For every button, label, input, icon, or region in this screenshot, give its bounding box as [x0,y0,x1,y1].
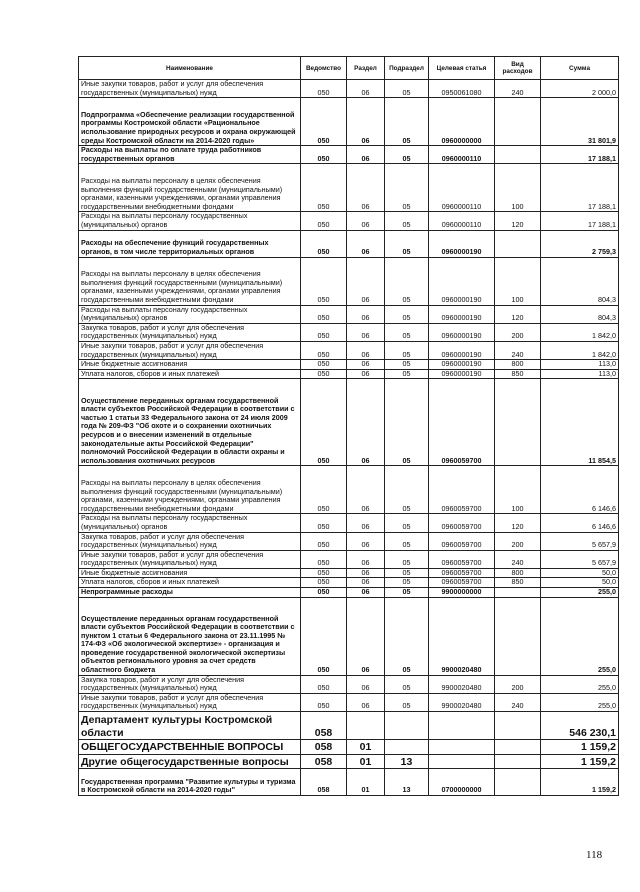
row-subsection: 05 [385,578,429,588]
row-department: 050 [301,369,347,379]
row-department: 050 [301,693,347,711]
row-name: Закупка товаров, работ и услуг для обеспечения государственных (муниципальных) нужд [79,323,301,341]
header-section: Раздел [347,57,385,80]
row-expense-type: 120 [495,212,541,230]
row-target-article: 0960059700 [429,532,495,550]
row-expense-type: 120 [495,514,541,532]
row-sum: 546 230,1 [541,712,619,740]
row-section: 06 [347,164,385,212]
row-department: 050 [301,597,347,675]
row-target-article: 9900020480 [429,693,495,711]
table-header-row [79,57,619,80]
table-row [79,693,619,711]
table-row [79,323,619,341]
row-target-article: 0960059700 [429,514,495,532]
row-name: Расходы на выплаты персоналу государственных (муниципальных) органов [79,514,301,532]
row-target-article: 0960000000 [429,98,495,146]
row-department: 050 [301,675,347,693]
row-expense-type: 100 [495,257,541,305]
row-name: Осуществление переданных органам государственной власти субъектов Российской Федерации в соответствии с частью 1 статьи 33 Федерального закона от 24 июля 2009 года № 209-ФЗ "Об охоте и о сохранении охотничьих ресурсов и о внесении изменений в отдельные законодательные акты Российской Федерации" полномочий Российской Федерации в области охраны и использования охотничьих ресурсов [79,379,301,466]
table-row [79,466,619,514]
row-department: 050 [301,514,347,532]
row-target-article: 0960059700 [429,466,495,514]
row-target-article: 9900020480 [429,675,495,693]
row-expense-type [495,754,541,769]
header-sum: Сумма [541,57,619,80]
row-expense-type: 800 [495,568,541,578]
row-expense-type: 100 [495,164,541,212]
table-row [79,769,619,796]
row-name: Департамент культуры Костромской области [79,712,301,740]
row-subsection: 05 [385,568,429,578]
row-sum: 255,0 [541,675,619,693]
row-department: 050 [301,466,347,514]
row-section: 06 [347,568,385,578]
row-expense-type: 850 [495,578,541,588]
row-target-article: 0960059700 [429,568,495,578]
table-row [79,98,619,146]
row-expense-type [495,740,541,755]
row-expense-type [495,588,541,598]
row-department: 050 [301,379,347,466]
row-subsection: 05 [385,675,429,693]
row-name: Иные закупки товаров, работ и услуг для обеспечения государственных (муниципальных) нужд [79,80,301,98]
table-row [79,712,619,740]
row-sum: 5 657,9 [541,550,619,568]
row-sum: 17 188,1 [541,212,619,230]
row-subsection: 05 [385,80,429,98]
row-department: 058 [301,740,347,755]
row-expense-type: 240 [495,80,541,98]
row-department: 050 [301,305,347,323]
row-name: Государственная программа "Развитие культуры и туризма в Костромской области на 2014-2020 годы" [79,769,301,796]
row-sum: 804,3 [541,305,619,323]
row-target-article: 0960000190 [429,305,495,323]
row-section: 06 [347,146,385,164]
row-section [347,712,385,740]
row-name: Иные закупки товаров, работ и услуг для обеспечения государственных (муниципальных) нужд [79,550,301,568]
row-department: 050 [301,230,347,257]
row-target-article: 0960000190 [429,369,495,379]
row-sum: 255,0 [541,693,619,711]
row-expense-type [495,146,541,164]
header-name: Наименование [79,57,301,80]
row-expense-type: 240 [495,341,541,359]
header-target-article: Целевая статья [429,57,495,80]
row-department: 050 [301,257,347,305]
row-expense-type [495,230,541,257]
row-sum: 255,0 [541,597,619,675]
row-name: Иные бюджетные ассигнования [79,360,301,370]
row-name: Расходы на выплаты персоналу в целях обеспечения выполнения функций государственными (муниципальными) органами, казенными учреждениями, органами управления государственными внебюджетными фондами [79,466,301,514]
row-department: 050 [301,588,347,598]
row-section: 06 [347,360,385,370]
table-row [79,257,619,305]
row-department: 050 [301,550,347,568]
page-number: 118 [586,849,603,861]
table-row [79,578,619,588]
row-section: 06 [347,341,385,359]
row-subsection: 05 [385,341,429,359]
row-subsection: 05 [385,588,429,598]
table-row [79,740,619,755]
row-department: 050 [301,98,347,146]
row-subsection: 05 [385,98,429,146]
row-section: 06 [347,305,385,323]
row-subsection: 05 [385,230,429,257]
row-section: 06 [347,550,385,568]
row-section: 06 [347,693,385,711]
row-sum: 1 159,2 [541,754,619,769]
table-row [79,514,619,532]
row-expense-type: 100 [495,466,541,514]
row-department: 050 [301,323,347,341]
row-target-article: 0960059700 [429,578,495,588]
row-name: Расходы на обеспечение функций государственных органов, в том числе территориальных органов [79,230,301,257]
row-target-article: 0950061080 [429,80,495,98]
row-section: 06 [347,675,385,693]
row-section: 06 [347,80,385,98]
row-name: Другие общегосударственные вопросы [79,754,301,769]
row-sum: 1 159,2 [541,740,619,755]
table-row [79,360,619,370]
row-sum: 1 159,2 [541,769,619,796]
row-target-article: 0960059700 [429,379,495,466]
row-name: ОБЩЕГОСУДАРСТВЕННЫЕ ВОПРОСЫ [79,740,301,755]
row-sum: 113,0 [541,360,619,370]
row-target-article [429,754,495,769]
table-row [79,597,619,675]
row-sum: 1 842,0 [541,341,619,359]
row-subsection: 05 [385,369,429,379]
table-row [79,754,619,769]
row-target-article: 0960000110 [429,164,495,212]
row-target-article [429,740,495,755]
header-subsection: Подраздел [385,57,429,80]
row-expense-type: 120 [495,305,541,323]
row-subsection: 05 [385,164,429,212]
budget-table [78,56,619,796]
table-row [79,369,619,379]
table-row [79,305,619,323]
row-name: Непрограммные расходы [79,588,301,598]
row-sum: 804,3 [541,257,619,305]
row-name: Иные закупки товаров, работ и услуг для обеспечения государственных (муниципальных) нужд [79,693,301,711]
row-expense-type [495,769,541,796]
row-section: 06 [347,212,385,230]
row-department: 050 [301,360,347,370]
table-row [79,212,619,230]
row-target-article: 0960000110 [429,212,495,230]
row-name: Расходы на выплаты персоналу государственных (муниципальных) органов [79,212,301,230]
row-target-article: 0960059700 [429,550,495,568]
row-name: Закупка товаров, работ и услуг для обеспечения государственных (муниципальных) нужд [79,532,301,550]
row-expense-type [495,597,541,675]
row-expense-type: 240 [495,693,541,711]
table-row [79,568,619,578]
row-expense-type: 200 [495,532,541,550]
row-name: Иные закупки товаров, работ и услуг для обеспечения государственных (муниципальных) нужд [79,341,301,359]
row-subsection: 05 [385,257,429,305]
row-subsection: 05 [385,550,429,568]
row-section: 06 [347,578,385,588]
row-department: 050 [301,212,347,230]
table-row [79,230,619,257]
header-expense-type: Вид расходов [495,57,541,80]
table-row [79,532,619,550]
row-sum: 1 842,0 [541,323,619,341]
row-subsection [385,740,429,755]
row-target-article: 0960000190 [429,230,495,257]
row-section: 06 [347,514,385,532]
row-name: Осуществление переданных органам государственной власти субъектов Российской Федерации в соответствии с пунктом 1 статьи 6 Федерального закона от 23.11.1995 № 174-ФЗ «Об экологической экспертизе» - организация и проведение государственной экологической экспертизы объектов регионального уровня за счет средств областного бюджета [79,597,301,675]
row-department: 050 [301,568,347,578]
row-expense-type: 240 [495,550,541,568]
row-department: 058 [301,769,347,796]
row-sum: 50,0 [541,578,619,588]
row-subsection: 13 [385,769,429,796]
row-target-article [429,712,495,740]
row-department: 050 [301,578,347,588]
row-expense-type: 200 [495,323,541,341]
table-row [79,588,619,598]
row-expense-type: 850 [495,369,541,379]
header-department: Ведомство [301,57,347,80]
table-row [79,80,619,98]
row-sum: 113,0 [541,369,619,379]
row-section: 06 [347,588,385,598]
row-section: 06 [347,597,385,675]
row-target-article: 0700000000 [429,769,495,796]
row-sum: 6 146,6 [541,514,619,532]
row-department: 050 [301,341,347,359]
row-department: 058 [301,754,347,769]
row-sum: 5 657,9 [541,532,619,550]
row-target-article: 0960000110 [429,146,495,164]
row-target-article: 0960000190 [429,257,495,305]
row-sum: 17 188,1 [541,146,619,164]
table-row [79,379,619,466]
row-name: Закупка товаров, работ и услуг для обеспечения государственных (муниципальных) нужд [79,675,301,693]
row-section: 06 [347,466,385,514]
row-sum: 17 188,1 [541,164,619,212]
row-subsection: 05 [385,305,429,323]
row-sum: 11 854,5 [541,379,619,466]
table-row [79,164,619,212]
row-department: 050 [301,164,347,212]
row-sum: 255,0 [541,588,619,598]
row-name: Подпрограмма «Обеспечение реализации государственной программы Костромской области «Рациональное использование природных ресурсов и охрана окружающей среды Костромской области на 2014-2020 годы» [79,98,301,146]
row-section: 06 [347,369,385,379]
row-target-article: 0960000190 [429,341,495,359]
row-sum: 31 801,9 [541,98,619,146]
row-section: 06 [347,230,385,257]
row-subsection: 05 [385,597,429,675]
row-target-article: 0960000190 [429,360,495,370]
table-row [79,550,619,568]
row-department: 050 [301,80,347,98]
table-body [79,80,619,796]
row-section: 01 [347,740,385,755]
row-subsection: 05 [385,466,429,514]
row-department: 058 [301,712,347,740]
table-row [79,341,619,359]
row-subsection: 05 [385,693,429,711]
row-sum: 2 000,0 [541,80,619,98]
row-name: Иные бюджетные ассигнования [79,568,301,578]
row-name: Расходы на выплаты персоналу в целях обеспечения выполнения функций государственными (муниципальными) органами, казенными учреждениями, органами управления государственными внебюджетными фондами [79,257,301,305]
row-section: 01 [347,754,385,769]
row-expense-type [495,379,541,466]
row-name: Уплата налогов, сборов и иных платежей [79,369,301,379]
row-subsection [385,712,429,740]
row-target-article: 9900000000 [429,588,495,598]
row-section: 06 [347,257,385,305]
row-sum: 6 146,6 [541,466,619,514]
row-section: 06 [347,379,385,466]
budget-table-sheet [78,56,618,796]
row-department: 050 [301,146,347,164]
row-department: 050 [301,532,347,550]
row-subsection: 05 [385,514,429,532]
row-target-article: 0960000190 [429,323,495,341]
row-sum: 2 759,3 [541,230,619,257]
row-expense-type: 800 [495,360,541,370]
row-subsection: 13 [385,754,429,769]
row-expense-type [495,98,541,146]
row-expense-type [495,712,541,740]
row-section: 06 [347,323,385,341]
row-name: Расходы на выплаты по оплате труда работников государственных органов [79,146,301,164]
row-subsection: 05 [385,360,429,370]
row-section: 06 [347,532,385,550]
row-name: Расходы на выплаты персоналу в целях обеспечения выполнения функций государственными (муниципальными) органами, казенными учреждениями, органами управления государственными внебюджетными фондами [79,164,301,212]
table-row [79,675,619,693]
row-subsection: 05 [385,532,429,550]
row-expense-type: 200 [495,675,541,693]
row-section: 06 [347,98,385,146]
row-subsection: 05 [385,146,429,164]
row-sum: 50,0 [541,568,619,578]
row-name: Уплата налогов, сборов и иных платежей [79,578,301,588]
row-subsection: 05 [385,323,429,341]
row-subsection: 05 [385,212,429,230]
table-row [79,146,619,164]
row-name: Расходы на выплаты персоналу государственных (муниципальных) органов [79,305,301,323]
row-section: 01 [347,769,385,796]
row-subsection: 05 [385,379,429,466]
row-target-article: 9900020480 [429,597,495,675]
